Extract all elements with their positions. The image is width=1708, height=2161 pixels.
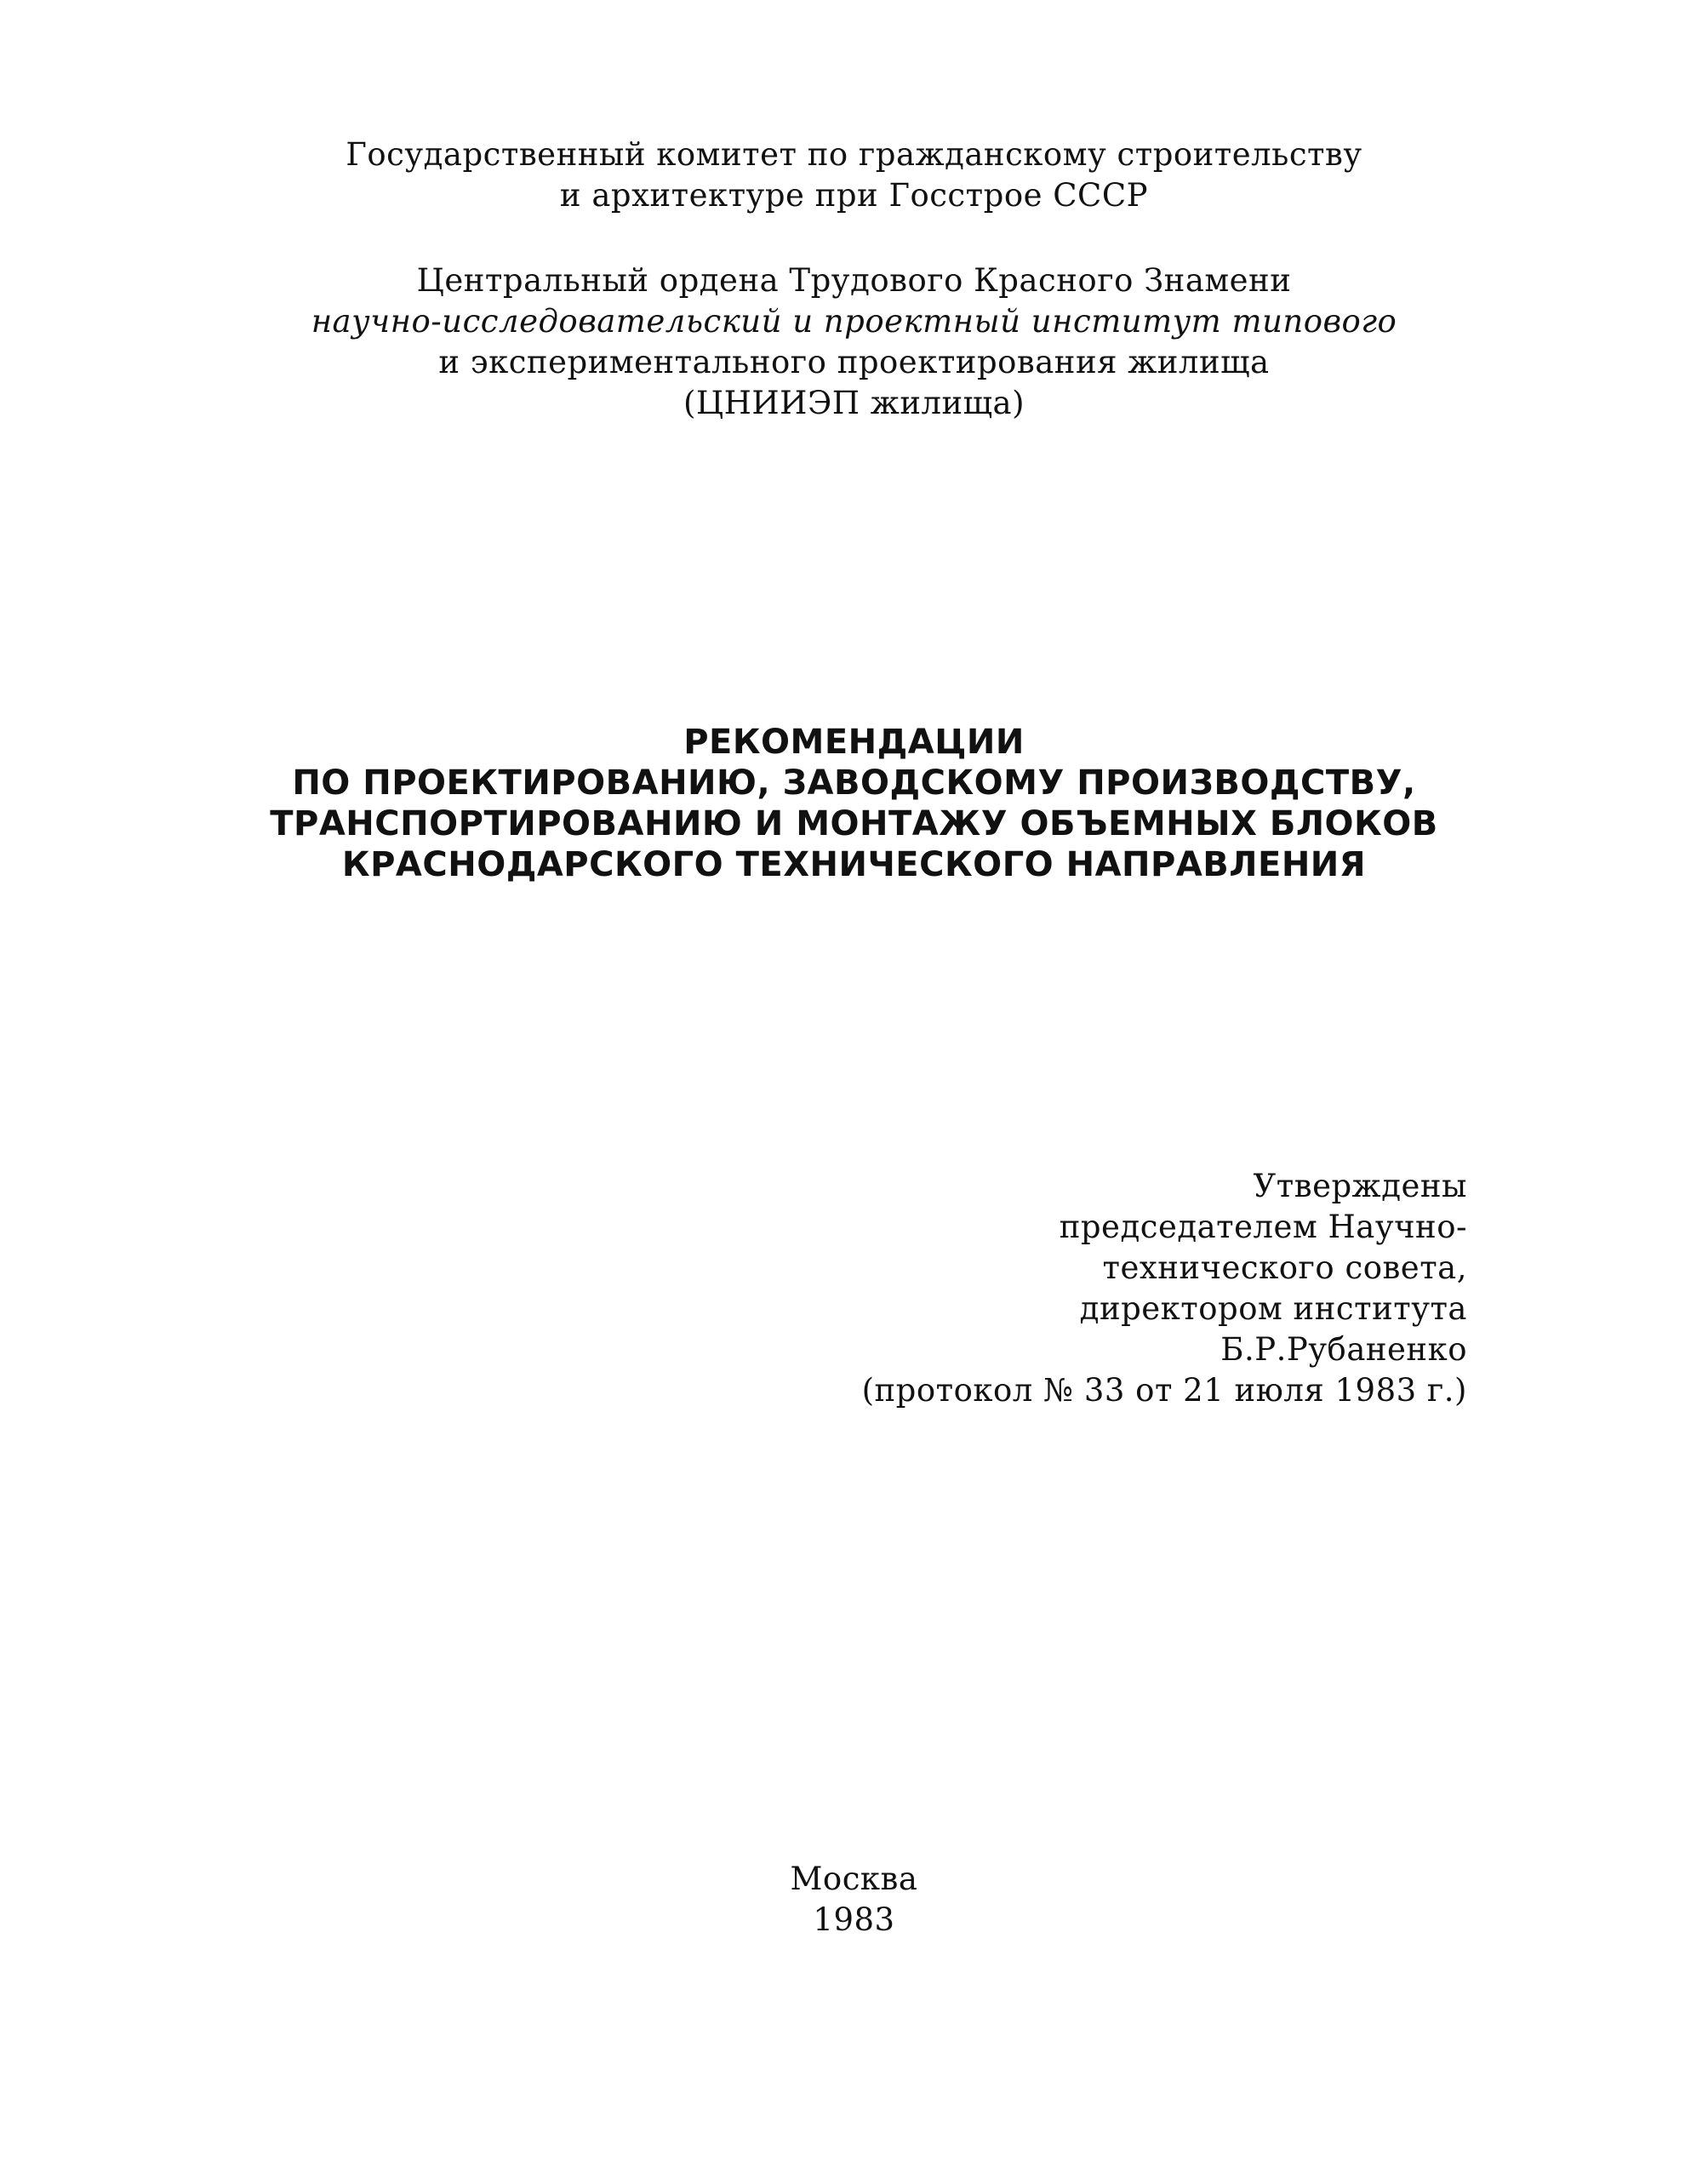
title-line: ТРАНСПОРТИРОВАНИЮ И МОНТАЖУ ОБЪЕМНЫХ БЛОКОВ	[270, 804, 1438, 843]
title-line: КРАСНОДАРСКОГО ТЕХНИЧЕСКОГО НАПРАВЛЕНИЯ	[341, 845, 1367, 884]
institute-line: Центральный ордена Трудового Красного Знамени	[416, 262, 1292, 299]
approval-line: Утверждены	[1253, 1168, 1467, 1204]
approval-line: директором института	[1079, 1290, 1467, 1327]
institute-header	[0, 260, 1708, 424]
approval-line: технического совета,	[1102, 1249, 1467, 1286]
protocol-reference: (протокол № 33 от 21 июля 1983 г.)	[861, 1372, 1467, 1409]
committee-line: и архитектуре при Госстрое СССР	[559, 177, 1149, 214]
imprint-city: Москва	[790, 1861, 918, 1897]
institute-abbreviation: (ЦНИИЭП жилища)	[683, 385, 1025, 421]
title-line: ПО ПРОЕКТИРОВАНИЮ, ЗАВОДСКОМУ ПРОИЗВОДСТВУ,	[292, 763, 1416, 803]
committee-header	[0, 134, 1708, 216]
document-title	[0, 722, 1708, 885]
institute-line: и экспериментального проектирования жилища	[438, 344, 1270, 380]
approver-name: Б.Р.Рубаненко	[1220, 1331, 1467, 1368]
committee-line: Государственный комитет по гражданскому строительству	[346, 136, 1362, 173]
title-line: РЕКОМЕНДАЦИИ	[683, 723, 1025, 762]
approval-block	[862, 1166, 1467, 1411]
institute-line: научно-исследовательский и проектный институт типового	[311, 303, 1397, 340]
imprint	[0, 1859, 1708, 1941]
approval-line: председателем Научно-	[1059, 1209, 1467, 1245]
imprint-year: 1983	[813, 1901, 895, 1938]
